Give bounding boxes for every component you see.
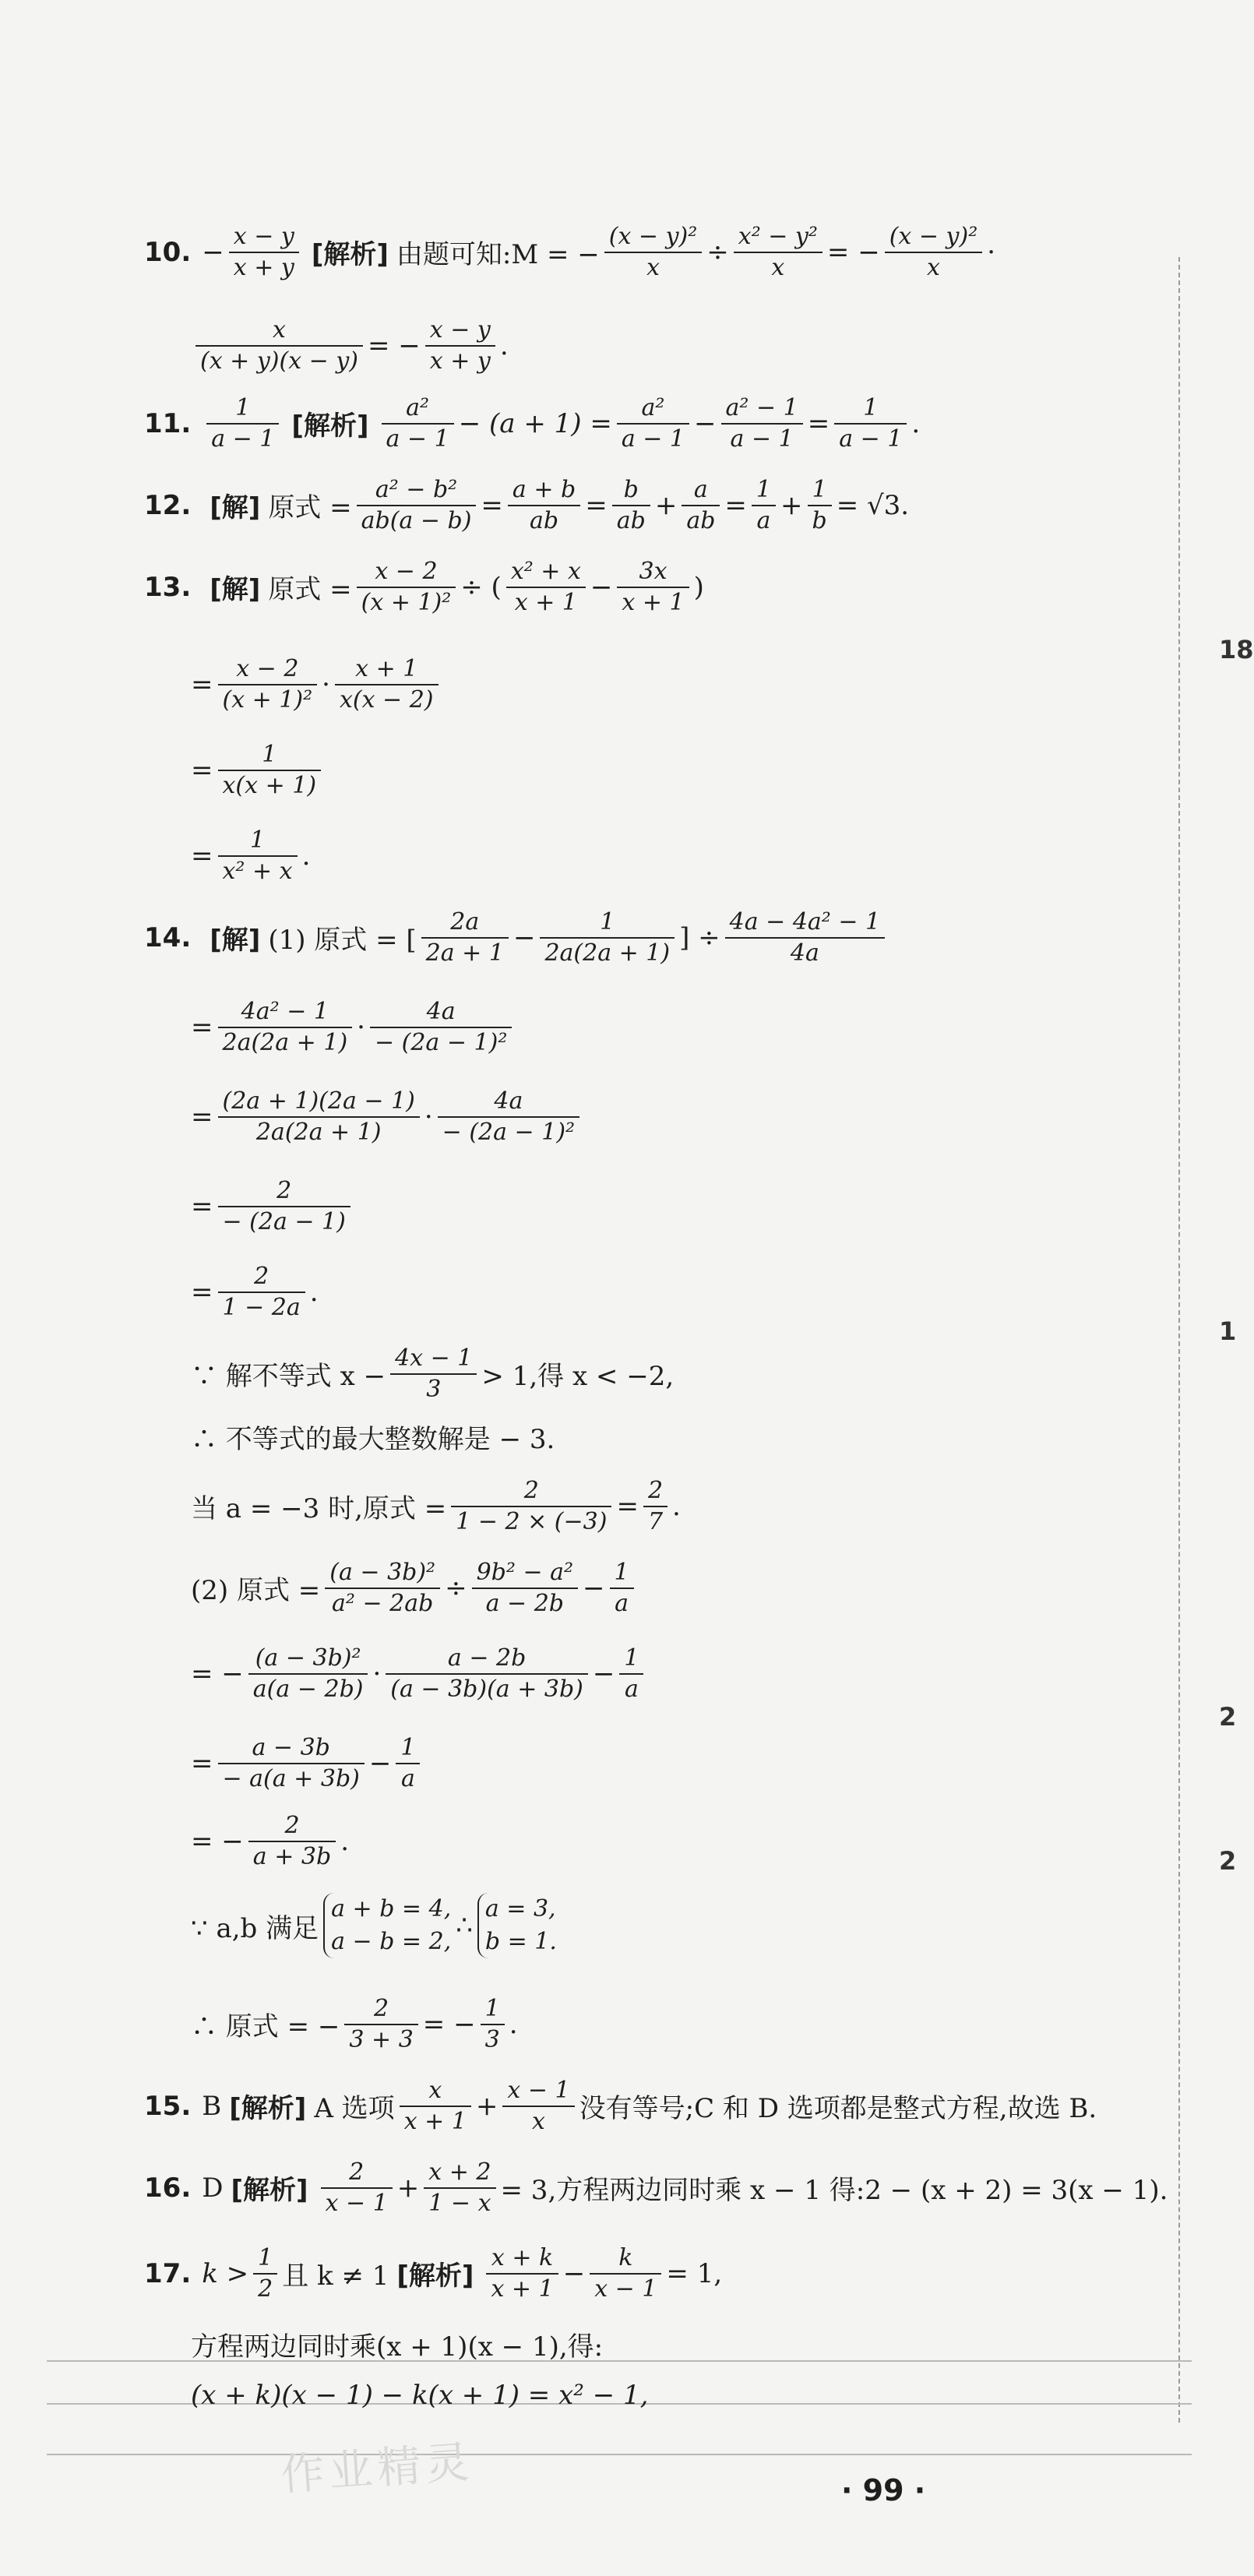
- fraction: k x − 1: [590, 2243, 661, 2303]
- text: (x + k)(x − 1) − k(x + 1) = x² − 1,: [191, 2380, 649, 2411]
- text: A 选项: [314, 2093, 395, 2124]
- operator: = −: [422, 2008, 476, 2040]
- operator: ·: [357, 1011, 365, 1043]
- fraction: 2 7: [643, 1476, 668, 1536]
- operator: = −: [191, 1825, 244, 1857]
- end-mark: .: [499, 329, 509, 361]
- problem-number: 17.: [144, 2257, 192, 2289]
- edge-label: 2: [1219, 1846, 1237, 1876]
- fraction: a ab: [682, 475, 720, 535]
- fraction: x² + x x + 1: [506, 557, 586, 617]
- operator: −: [513, 922, 536, 953]
- fraction: x + k x + 1: [486, 2243, 558, 2303]
- fraction: (2a + 1)(2a − 1) 2a(2a + 1): [218, 1087, 420, 1147]
- fraction: x − 2 (x + 1)²: [218, 654, 318, 714]
- fraction: 2a 2a + 1: [421, 907, 509, 967]
- fraction: 2 − (2a − 1): [218, 1176, 350, 1236]
- text: = 3,方程两边同时乘 x − 1 得:2 − (x + 2) = 3(x − 1).: [500, 2175, 1168, 2206]
- fraction: a − 2b (a − 3b)(a + 3b): [386, 1644, 588, 1704]
- solution-tag: [解]: [210, 492, 261, 523]
- analysis-tag: [解析]: [229, 2093, 307, 2124]
- fraction: (a − 3b)² a² − 2ab: [325, 1558, 440, 1618]
- solution-tag: [解]: [210, 574, 261, 605]
- problem-14-line-5: [191, 1262, 319, 1322]
- text: (2) 原式 =: [191, 1575, 321, 1606]
- equation-system: a + b = 4, a − b = 2,: [323, 1893, 451, 1958]
- page-number: · 99 ·: [841, 2473, 926, 2507]
- fraction: 4a − (2a − 1)²: [438, 1087, 579, 1147]
- fraction: x (x + y)(x − y): [195, 315, 363, 375]
- end-mark: .: [301, 840, 311, 872]
- equation-system: a = 3, b = 1.: [477, 1893, 557, 1958]
- operator: +: [396, 2172, 420, 2204]
- text: 由题可知:M = −: [396, 239, 600, 270]
- problem-13-line-1: [144, 557, 704, 617]
- operator: =: [191, 1101, 213, 1133]
- problem-number: 16.: [144, 2172, 192, 2204]
- problem-14-line-1: [144, 907, 889, 967]
- fraction: 4a² − 1 2a(2a + 1): [218, 997, 353, 1057]
- operator: =: [191, 1190, 213, 1222]
- problem-14-line-11: [191, 1733, 424, 1793]
- problem-17-line-1: [144, 2243, 722, 2303]
- problem-14-line-9: [191, 1558, 639, 1618]
- problem-17-line-3: [191, 2380, 648, 2411]
- fraction: (a − 3b)² a(a − 2b): [248, 1644, 368, 1704]
- operator: =: [191, 1011, 213, 1043]
- fraction: 1 b: [808, 475, 832, 535]
- operator: =: [585, 489, 608, 521]
- text: 原式 =: [268, 492, 352, 523]
- expression: − (a + 1) =: [458, 407, 612, 439]
- text: k >: [202, 2257, 249, 2289]
- operator: ÷: [445, 1572, 467, 1604]
- operator: =: [191, 668, 213, 700]
- text: > 1,得 x < −2,: [481, 1361, 675, 1392]
- problem-14-line-14: [191, 1994, 518, 2054]
- problem-14-line-6: [191, 1344, 674, 1404]
- fraction: 1 2a(2a + 1): [540, 907, 675, 967]
- fraction: 2 1 − 2a: [218, 1262, 305, 1322]
- fraction: 4a − (2a − 1)²: [370, 997, 512, 1057]
- operator: =: [807, 407, 830, 439]
- fraction: 3x x + 1: [617, 557, 689, 617]
- fraction: 1 x² + x: [218, 826, 298, 886]
- operator: ·: [424, 1101, 433, 1133]
- fraction: 1 3: [481, 1994, 505, 2054]
- problem-13-line-2: [191, 654, 443, 714]
- problem-11: [144, 393, 920, 453]
- operator: ÷: [706, 236, 729, 268]
- fraction: 1 a: [396, 1733, 420, 1793]
- operator: ·: [987, 236, 996, 268]
- fraction: a² − b² ab(a − b): [357, 475, 477, 535]
- problem-number: 15.: [144, 2090, 192, 2122]
- result: = √3.: [836, 489, 910, 521]
- operator: ·: [372, 1658, 382, 1690]
- answer: B: [202, 2090, 222, 2122]
- analysis-tag: [解析]: [231, 2175, 308, 2206]
- problem-14-line-2: [191, 997, 516, 1057]
- problem-14-line-13: [191, 1893, 562, 1958]
- problem-16: [144, 2158, 1168, 2218]
- fraction: x + 2 1 − x: [424, 2158, 495, 2218]
- operator: = −: [826, 236, 880, 268]
- operator: −: [590, 571, 613, 603]
- operator: = −: [191, 1658, 244, 1690]
- fraction: 9b² − a² a − 2b: [472, 1558, 578, 1618]
- end-mark: .: [309, 1276, 319, 1308]
- text: 原式 =: [268, 574, 352, 605]
- operator: −: [583, 1572, 605, 1604]
- answer: D: [202, 2172, 224, 2204]
- fraction: a + b ab: [508, 475, 580, 535]
- problem-14-line-8: [191, 1476, 681, 1536]
- problem-13-line-4: [191, 826, 310, 886]
- fraction: 1 x(x + 1): [218, 740, 322, 800]
- operator: ): [693, 571, 704, 603]
- fraction: 4a − 4a² − 1 4a: [725, 907, 885, 967]
- end-mark: .: [911, 407, 921, 439]
- problem-number: 10.: [144, 236, 192, 268]
- footer-rule-3: [47, 2454, 1192, 2455]
- operator: =: [481, 489, 503, 521]
- text: 当 a = −3 时,原式 =: [191, 1493, 447, 1524]
- end-mark: .: [672, 1490, 681, 1522]
- problem-14-line-12: [191, 1811, 349, 1871]
- fraction: 1 a: [752, 475, 776, 535]
- problem-14-line-7: [191, 1418, 555, 1456]
- fraction: x x + 1: [400, 2076, 471, 2136]
- problem-12: [144, 475, 909, 535]
- operator: =: [191, 1747, 213, 1779]
- operator: −: [368, 1747, 392, 1779]
- fraction: a² a − 1: [382, 393, 454, 453]
- end-mark: .: [340, 1825, 349, 1857]
- fraction: (x − y)² x: [604, 222, 703, 282]
- text: 且 k ≠ 1: [282, 2261, 389, 2292]
- problem-number: 14.: [144, 922, 192, 953]
- sign: −: [202, 236, 224, 268]
- operator: =: [191, 840, 213, 872]
- text: ∴ 不等式的最大整数解是 − 3.: [191, 1424, 555, 1455]
- fraction: x − 1 x: [502, 2076, 574, 2136]
- fraction: 2 x − 1: [321, 2158, 393, 2218]
- edge-label: 2: [1219, 1702, 1237, 1732]
- problem-17-line-2: [191, 2325, 603, 2363]
- problem-10-line-2: [191, 315, 509, 375]
- operator: ÷ (: [460, 571, 502, 603]
- edge-label: 1: [1219, 1316, 1237, 1346]
- operator: = −: [367, 329, 421, 361]
- solution-tag: [解]: [210, 925, 261, 956]
- fraction: 1 a: [619, 1644, 643, 1704]
- end-mark: .: [509, 2008, 518, 2040]
- fraction: a − 3b − a(a + 3b): [218, 1733, 365, 1793]
- binding-dashed-line: [1178, 257, 1180, 2423]
- problem-15: [144, 2076, 1097, 2136]
- problem-10-line-1: [144, 222, 995, 282]
- operator: +: [780, 489, 803, 521]
- problem-number: 13.: [144, 571, 192, 603]
- operator: ·: [322, 668, 330, 700]
- fraction: (x − y)² x: [885, 222, 983, 282]
- problem-number: 12.: [144, 489, 192, 521]
- text: 方程两边同时乘(x + 1)(x − 1),得:: [191, 2331, 604, 2363]
- fraction: 1 a − 1: [206, 393, 279, 453]
- problem-13-line-3: [191, 740, 326, 800]
- operator: −: [592, 1658, 615, 1690]
- operator: +: [475, 2090, 498, 2122]
- operator: =: [724, 489, 747, 521]
- problem-14-line-10: [191, 1644, 648, 1704]
- edge-label: 18: [1219, 635, 1254, 664]
- fraction: 1 2: [253, 2243, 277, 2303]
- text: (1) 原式 = [: [268, 925, 417, 956]
- text: ∵ a,b 满足: [191, 1912, 319, 1944]
- operator: ] ÷: [679, 922, 720, 953]
- analysis-tag: [解析]: [311, 239, 389, 270]
- fraction: 1 a: [610, 1558, 634, 1618]
- fraction: x + 1 x(x − 2): [335, 654, 439, 714]
- fraction: x² − y² x: [734, 222, 822, 282]
- analysis-tag: [解析]: [396, 2261, 474, 2292]
- operator: =: [191, 754, 213, 786]
- fraction: x − y x + y: [229, 222, 299, 282]
- operator: =: [191, 1276, 213, 1308]
- fraction: a² a − 1: [617, 393, 689, 453]
- text: ∴ 原式 = −: [191, 2011, 340, 2042]
- problem-number: 11.: [144, 407, 192, 439]
- analysis-tag: [解析]: [291, 411, 369, 442]
- fraction: a² − 1 a − 1: [721, 393, 803, 453]
- fraction: 2 3 + 3: [344, 1994, 417, 2054]
- text: = 1,: [666, 2257, 723, 2289]
- operator: +: [654, 489, 678, 521]
- operator: =: [616, 1490, 639, 1522]
- fraction: 4x − 1 3: [390, 1344, 477, 1404]
- fraction: 1 a − 1: [834, 393, 907, 453]
- fraction: x − y x + y: [425, 315, 495, 375]
- fraction: 2 a + 3b: [248, 1811, 336, 1871]
- text: 没有等号;C 和 D 选项都是整式方程,故选 B.: [579, 2093, 1097, 2124]
- operator: −: [562, 2257, 586, 2289]
- watermark: 作业精灵: [279, 2437, 476, 2501]
- text: ∴: [456, 1910, 473, 1941]
- fraction: 2 1 − 2 × (−3): [451, 1476, 611, 1536]
- text: ∵ 解不等式 x −: [191, 1361, 386, 1392]
- fraction: b ab: [612, 475, 650, 535]
- fraction: x − 2 (x + 1)²: [357, 557, 456, 617]
- operator: −: [694, 407, 717, 439]
- problem-14-line-3: [191, 1087, 584, 1147]
- problem-14-line-4: [191, 1176, 355, 1236]
